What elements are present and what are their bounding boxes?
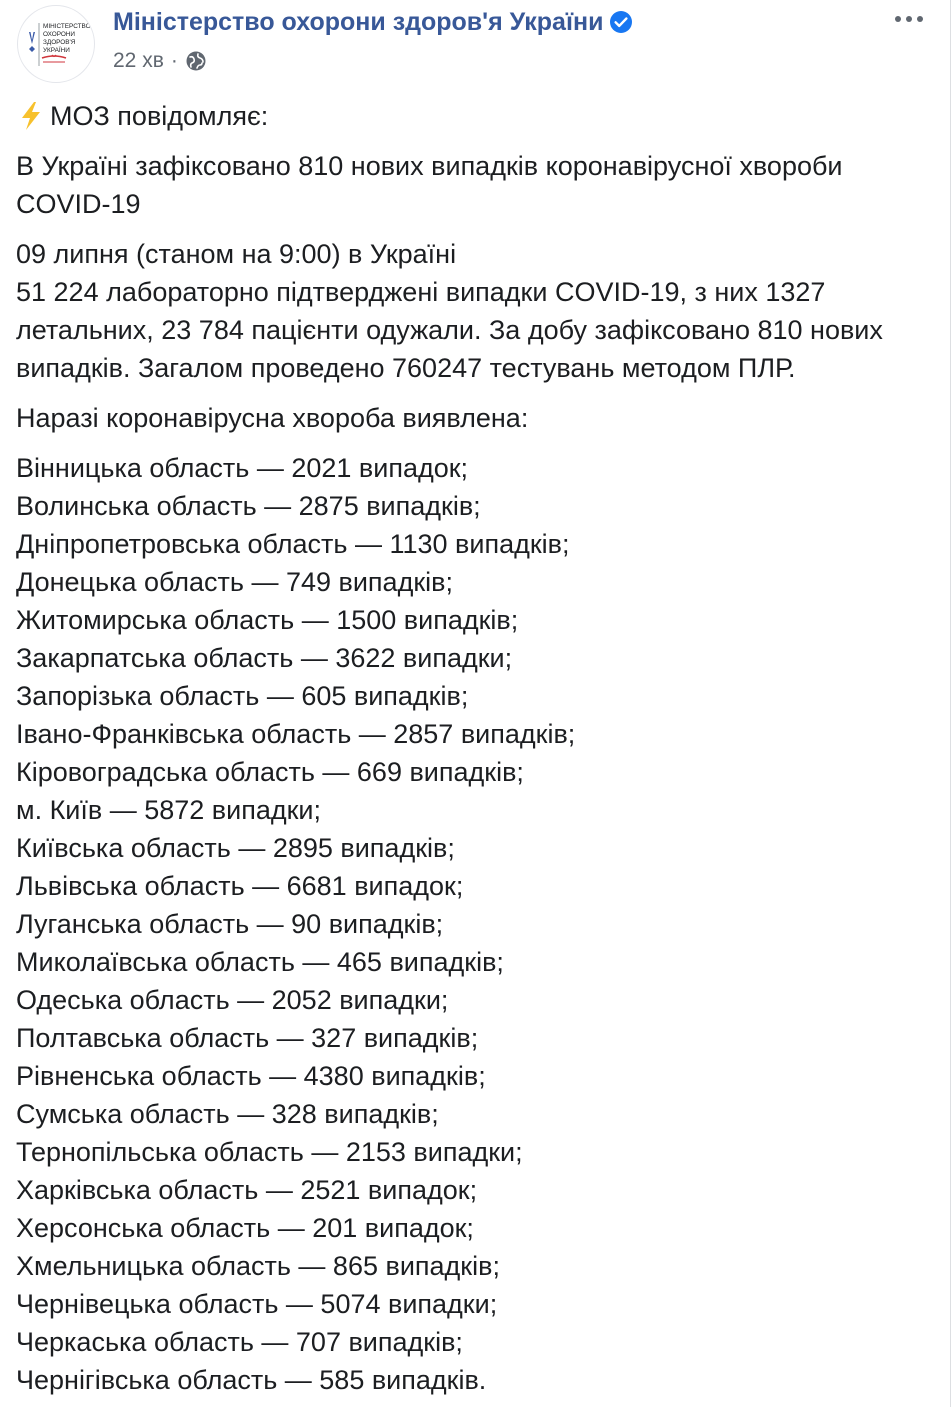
verified-badge-icon xyxy=(609,10,633,34)
post-intro xyxy=(16,97,934,135)
post-header xyxy=(16,4,936,84)
more-options-button[interactable] xyxy=(892,6,926,32)
region-item: Запорізька область — 605 випадків; xyxy=(16,681,469,711)
lightning-icon xyxy=(16,101,46,131)
region-item: Хмельницька область — 865 випадків; xyxy=(16,1251,500,1281)
region-item: Київська область — 2895 випадків; xyxy=(16,833,455,863)
region-item: Вінницька область — 2021 випадок; xyxy=(16,453,469,483)
trident-icon xyxy=(29,32,35,52)
post-stats xyxy=(16,235,934,387)
post-timestamp-link[interactable]: 22 хв xyxy=(113,49,164,72)
intro-text: МОЗ повідомляє: xyxy=(50,101,269,131)
region-item: Черкаська область — 707 випадків; xyxy=(16,1327,463,1357)
region-item: Чернівецька область — 5074 випадки; xyxy=(16,1289,498,1319)
region-list xyxy=(16,449,934,1399)
author-line xyxy=(113,6,633,38)
region-item: Полтавська область — 327 випадків; xyxy=(16,1023,479,1053)
region-item: Херсонська область — 201 випадок; xyxy=(16,1213,474,1243)
region-item: Кіровоградська область — 669 випадків; xyxy=(16,757,524,787)
region-item: Тернопільська область — 2153 випадки; xyxy=(16,1137,523,1167)
region-item: Луганська область — 90 випадків; xyxy=(16,909,444,939)
region-item: Івано-Франківська область — 2857 випадків; xyxy=(16,719,576,749)
region-item: Дніпропетровська область — 1130 випадків; xyxy=(16,529,570,559)
region-item: Одеська область — 2052 випадки; xyxy=(16,985,449,1015)
logo-line-1: МІНІСТЕРСТВО xyxy=(43,23,91,30)
region-item: Волинська область — 2875 випадків; xyxy=(16,491,481,521)
region-item: Рівненська область — 4380 випадків; xyxy=(16,1061,486,1091)
region-item: Миколаївська область — 465 випадків; xyxy=(16,947,504,977)
logo-line-4: УКРАЇНИ xyxy=(43,47,70,54)
region-item: Закарпатська область — 3622 випадки; xyxy=(16,643,513,673)
logo-line-2: ОХОРОНИ xyxy=(43,31,76,38)
meta-separator: · xyxy=(170,49,178,72)
region-item: Львівська область — 6681 випадок; xyxy=(16,871,464,901)
page-avatar[interactable] xyxy=(17,5,95,83)
post-meta xyxy=(113,48,207,74)
moz-logo xyxy=(18,6,94,82)
post-headline: В Україні зафіксовано 810 нових випадків коронавірусної хвороби COVID-19 xyxy=(16,151,843,219)
logo-line-3: ЗДОРОВ'Я xyxy=(43,39,76,46)
region-item: Харківська область — 2521 випадок; xyxy=(16,1175,478,1205)
list-heading: Наразі коронавірусна хвороба виявлена: xyxy=(16,403,529,433)
post-body xyxy=(16,97,934,1399)
region-item: Донецька область — 749 випадків; xyxy=(16,567,453,597)
region-item: Сумська область — 328 випадків; xyxy=(16,1099,439,1129)
globe-icon[interactable] xyxy=(185,50,207,72)
stats-summary: 51 224 лабораторно підтверджені випадки COVID-19, з них 1327 летальних, 23 784 пацієнти одужали. За добу зафіксовано 810 нових випадків. Загалом проведено 760247 тестувань методом ПЛР. xyxy=(16,277,883,383)
region-item: Чернігівська область — 585 випадків. xyxy=(16,1365,487,1395)
region-item: Житомирська область — 1500 випадків; xyxy=(16,605,519,635)
more-horizontal-icon xyxy=(894,14,924,24)
region-item: м. Київ — 5872 випадки; xyxy=(16,795,322,825)
author-name-link[interactable]: Міністерство охорони здоров'я України xyxy=(113,7,604,36)
stats-date: 09 липня (станом на 9:00) в Україні xyxy=(16,239,457,269)
